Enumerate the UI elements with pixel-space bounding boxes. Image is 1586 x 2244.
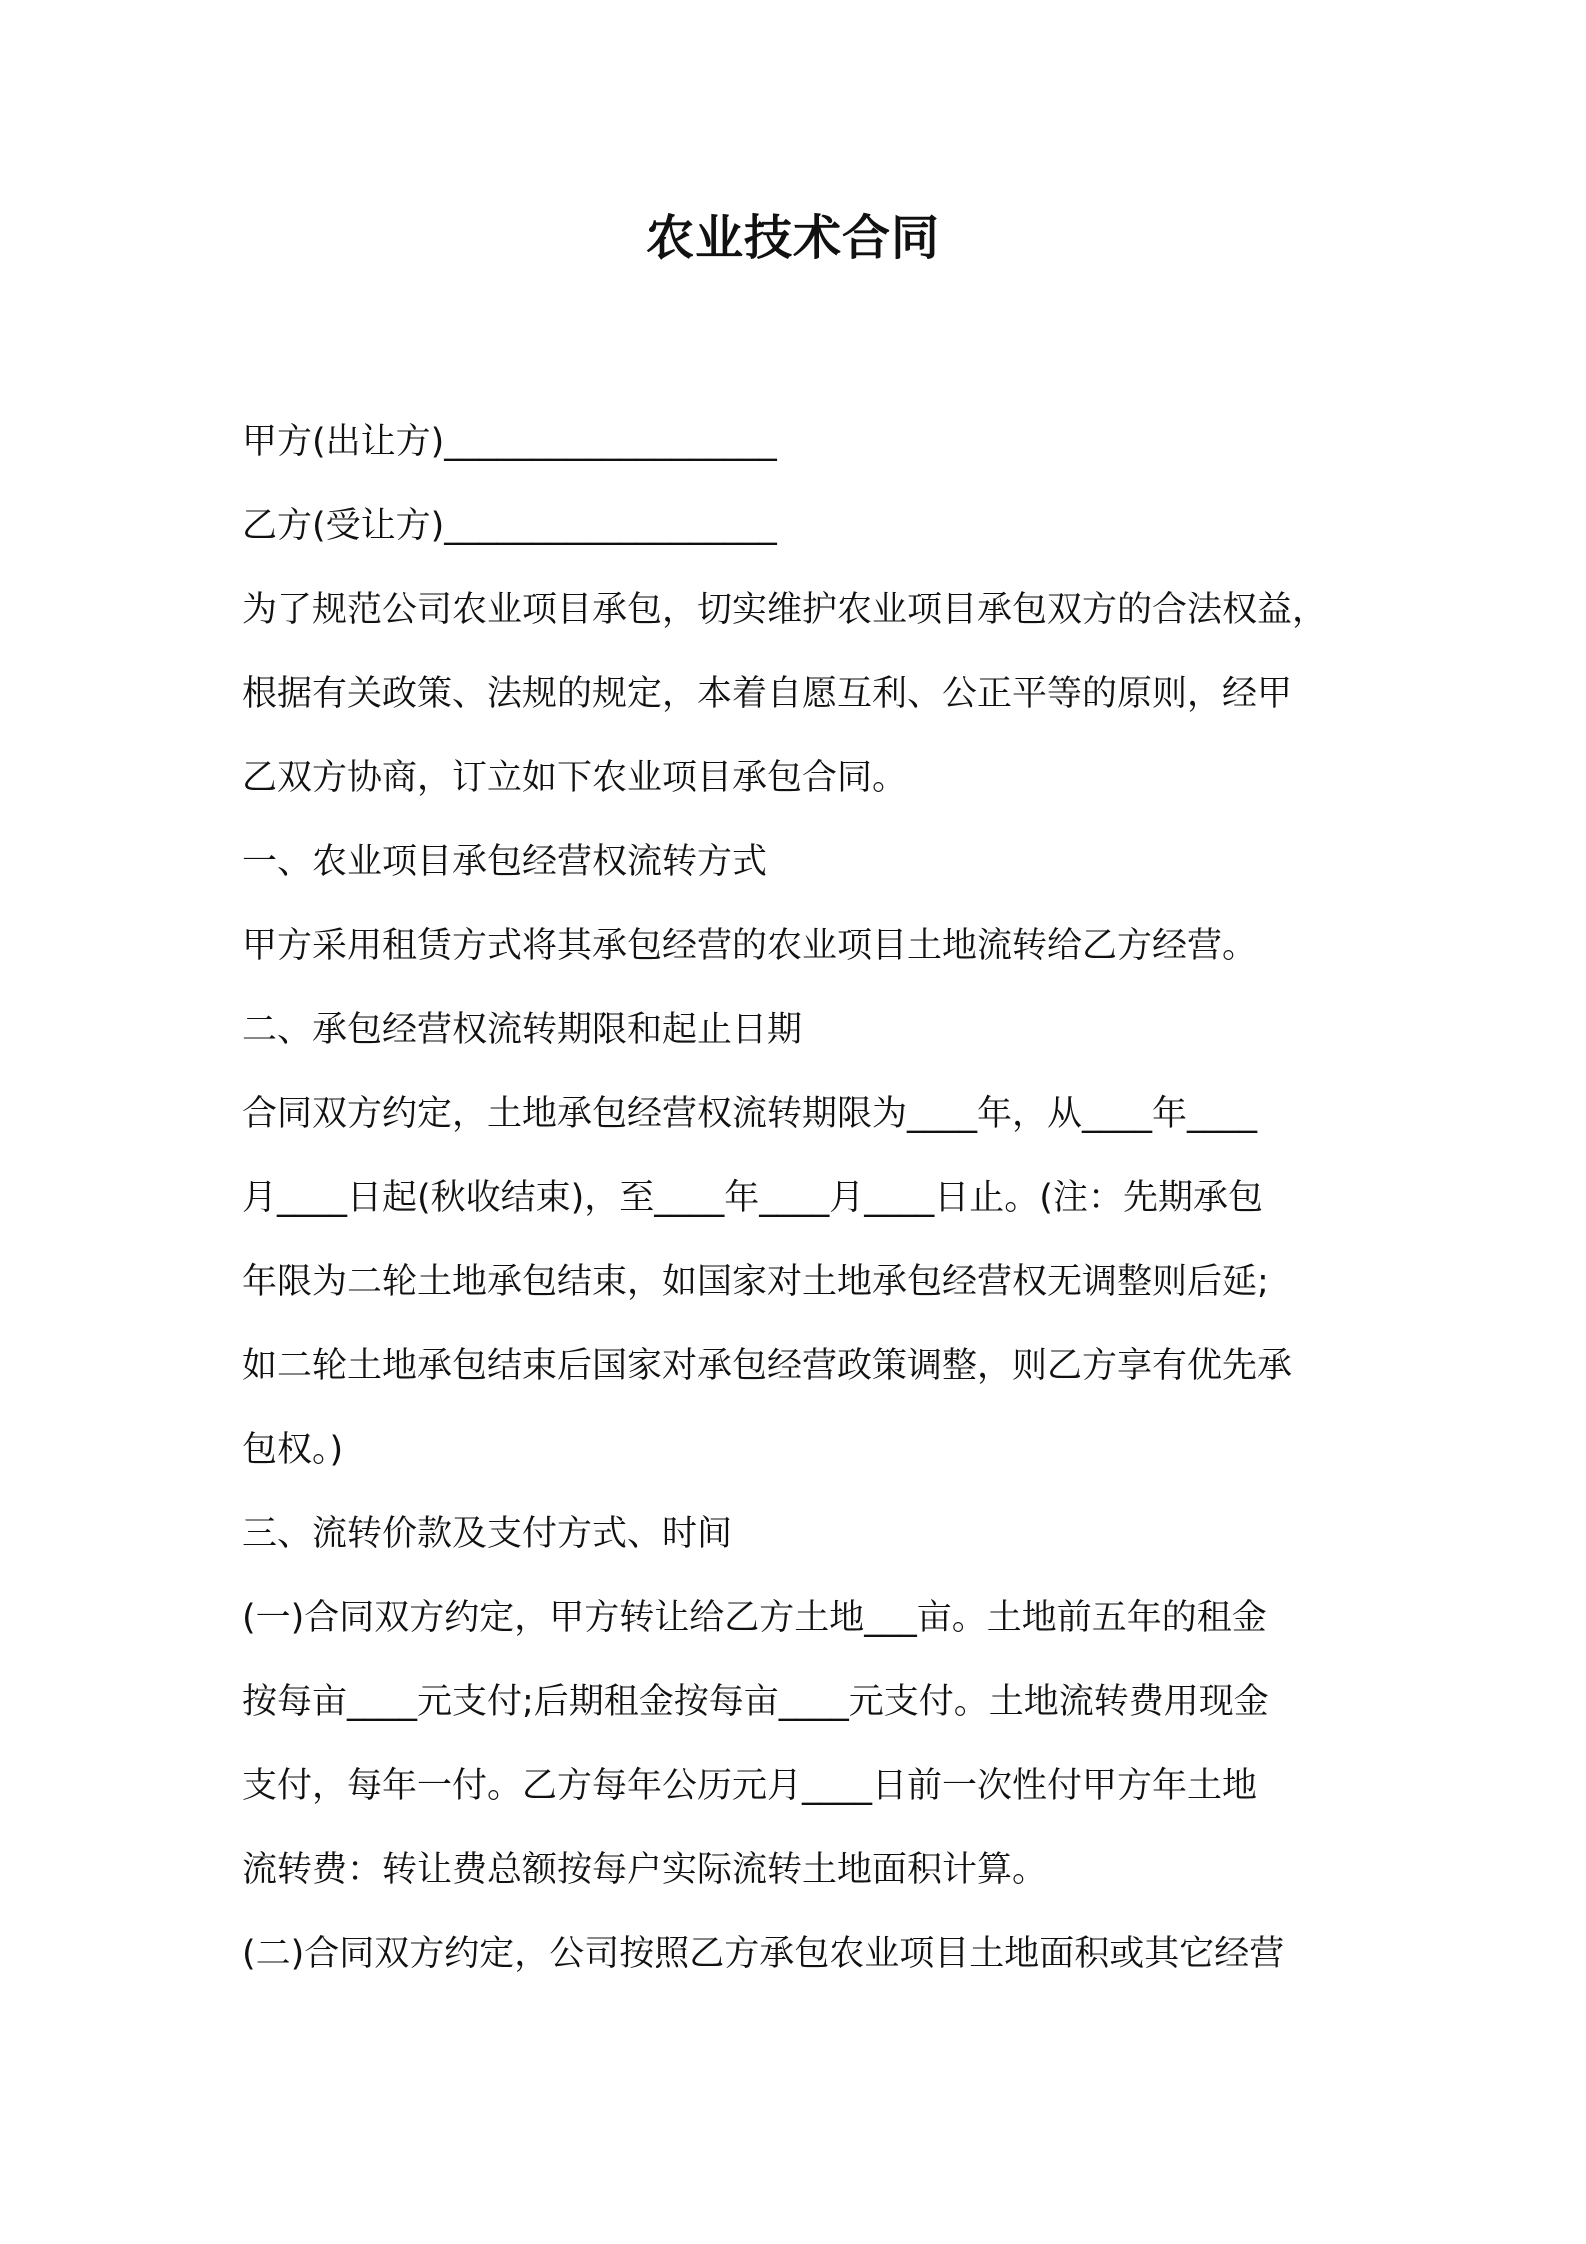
section-3-line-5: (二)合同双方约定，公司按照乙方承包农业项目土地面积或其它经营 bbox=[242, 1934, 1285, 1974]
section-3-line-2: 按每亩____元支付;后期租金按每亩____元支付。土地流转费用现金 bbox=[242, 1682, 1269, 1722]
document-title: 农业技术合同 bbox=[645, 210, 940, 266]
section-3-line-1: (一)合同双方约定，甲方转让给乙方土地___亩。土地前五年的租金 bbox=[242, 1598, 1267, 1638]
section-2-line-1: 合同双方约定，土地承包经营权流转期限为____年，从____年____ bbox=[242, 1094, 1258, 1134]
document-body bbox=[242, 400, 1362, 1996]
preamble-line-1: 为了规范公司农业项目承包，切实维护农业项目承包双方的合法权益， bbox=[242, 590, 1328, 630]
section-3-line-3: 支付，每年一付。乙方每年公历元月____日前一次性付甲方年土地 bbox=[242, 1766, 1258, 1806]
section-2-line-2: 月____日起(秋收结束)，至____年____月____日止。(注：先期承包 bbox=[242, 1178, 1263, 1218]
party-b-line: 乙方(受让方)___________________ bbox=[242, 506, 777, 546]
section-1-text: 甲方采用租赁方式将其承包经营的农业项目土地流转给乙方经营。 bbox=[242, 926, 1258, 966]
section-3-heading: 三、流转价款及支付方式、时间 bbox=[242, 1514, 733, 1554]
preamble-line-2: 根据有关政策、法规的规定，本着自愿互利、公正平等的原则，经甲 bbox=[242, 674, 1293, 714]
party-a-line: 甲方(出让方)___________________ bbox=[242, 422, 777, 462]
preamble-line-3: 乙双方协商，订立如下农业项目承包合同。 bbox=[242, 758, 908, 798]
section-2-line-5: 包权。) bbox=[242, 1430, 344, 1470]
section-1-heading: 一、农业项目承包经营权流转方式 bbox=[242, 842, 768, 882]
section-2-line-3: 年限为二轮土地承包结束，如国家对土地承包经营权无调整则后延; bbox=[242, 1262, 1269, 1302]
section-3-line-4: 流转费：转让费总额按每户实际流转土地面积计算。 bbox=[242, 1850, 1048, 1890]
section-2-line-4: 如二轮土地承包结束后国家对承包经营政策调整，则乙方享有优先承 bbox=[242, 1346, 1293, 1386]
section-2-heading: 二、承包经营权流转期限和起止日期 bbox=[242, 1010, 803, 1050]
